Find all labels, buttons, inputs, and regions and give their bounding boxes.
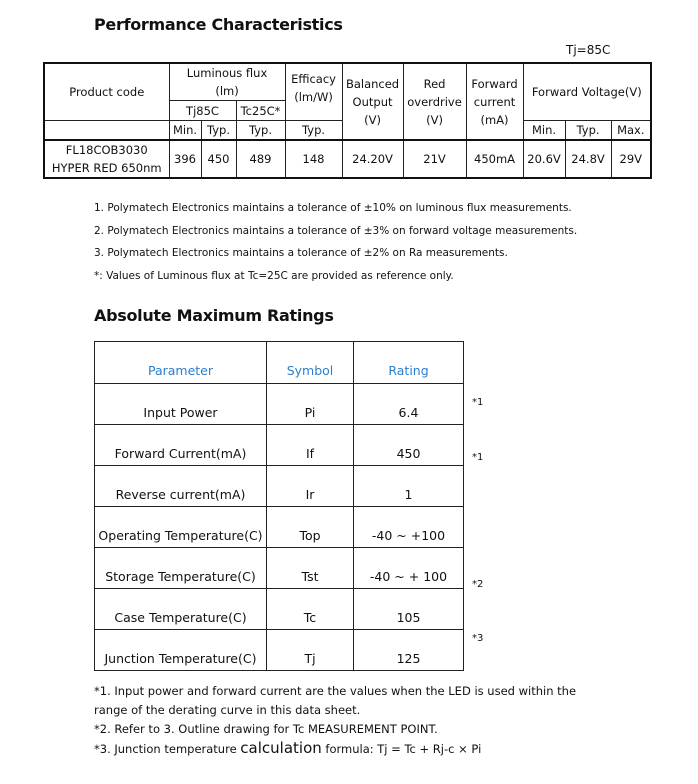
table-row — [95, 507, 464, 548]
symbol: Pi — [267, 384, 354, 425]
header-vf-max: Max. — [611, 121, 651, 141]
footnote-mark: *2 — [472, 579, 484, 590]
note: 2. Polymatech Electronics maintains a tolerance of ±3% on forward voltage measurements. — [94, 224, 578, 237]
parameter: Forward Current(mA) — [95, 425, 267, 466]
efficacy: 148 — [285, 140, 342, 178]
header-flux-typ: Typ. — [201, 121, 236, 141]
note: 1. Polymatech Electronics maintains a tolerance of ±10% on luminous flux measurements. — [94, 202, 572, 214]
red-overdrive: 21V — [403, 140, 466, 178]
header-luminous-flux: Luminous flux (lm) — [169, 63, 285, 101]
rating: 1 — [354, 466, 464, 507]
amr-title: Absolute Maximum Ratings — [94, 306, 334, 325]
flux-typ: 450 — [201, 140, 236, 178]
parameter: Input Power — [95, 384, 267, 425]
header-parameter: Parameter — [95, 342, 267, 384]
rating: -40 ~ +100 — [354, 507, 464, 548]
vf-min: 20.6V — [523, 140, 565, 178]
vf-typ: 24.8V — [565, 140, 611, 178]
header-efficacy-typ: Typ. — [285, 121, 342, 141]
parameter: Operating Temperature(C) — [95, 507, 267, 548]
footnote-3: *3. Junction temperature calculation formula: Tj = Tc + Rj-c × Pi — [94, 739, 482, 757]
rating: -40 ~ + 100 — [354, 548, 464, 589]
forward-current: 450mA — [466, 140, 523, 178]
rating: 6.4 — [354, 384, 464, 425]
table-row — [95, 548, 464, 589]
amr-footnotes — [94, 682, 584, 759]
symbol: Top — [267, 507, 354, 548]
footnote-1: *1. Input power and forward current are the values when the LED is used within the range of the derating curve in this data sheet. — [94, 684, 577, 717]
flux-min: 396 — [169, 140, 201, 178]
header-vf-min: Min. — [523, 121, 565, 141]
header-tc25-typ: Typ. — [236, 121, 285, 141]
header-vf-typ: Typ. — [565, 121, 611, 141]
header-flux-min: Min. — [169, 121, 201, 141]
rating: 450 — [354, 425, 464, 466]
absolute-max-ratings-table — [94, 341, 464, 671]
rating: 105 — [354, 589, 464, 630]
tolerance-notes — [94, 197, 577, 287]
table-row — [95, 589, 464, 630]
footnote-2: *2. Refer to 3. Outline drawing for Tc MEASUREMENT POINT. — [94, 722, 438, 736]
header-product-code: Product code — [44, 63, 169, 121]
condition-label: Tj=85C — [566, 43, 611, 57]
header-forward-current: Forward current (mA) — [466, 63, 523, 140]
note: 3. Polymatech Electronics maintains a tolerance of ±2% on Ra measurements. — [94, 247, 508, 259]
header-blank — [44, 121, 169, 141]
header-tc25c: Tc25C* — [236, 101, 285, 121]
header-red-overdrive: Red overdrive (V) — [403, 63, 466, 140]
symbol: Ir — [267, 466, 354, 507]
table-row — [44, 140, 651, 178]
table-row — [95, 630, 464, 671]
symbol: Tc — [267, 589, 354, 630]
footnote-mark: *3 — [472, 633, 484, 644]
symbol: Tst — [267, 548, 354, 589]
note: *: Values of Luminous flux at Tc=25C are provided as reference only. — [94, 269, 454, 282]
parameter: Case Temperature(C) — [95, 589, 267, 630]
parameter: Storage Temperature(C) — [95, 548, 267, 589]
balanced-output: 24.20V — [342, 140, 403, 178]
parameter: Reverse current(mA) — [95, 466, 267, 507]
table-row — [95, 384, 464, 425]
table-row — [95, 466, 464, 507]
header-balanced-output: Balanced Output (V) — [342, 63, 403, 140]
rating: 125 — [354, 630, 464, 671]
header-rating: Rating — [354, 342, 464, 384]
header-efficacy: Efficacy (lm/W) — [285, 63, 342, 121]
footnote-mark: *1 — [472, 397, 484, 408]
parameter: Junction Temperature(C) — [95, 630, 267, 671]
symbol: If — [267, 425, 354, 466]
performance-table — [43, 62, 652, 179]
footnote-mark: *1 — [472, 452, 484, 463]
symbol: Tj — [267, 630, 354, 671]
performance-title: Performance Characteristics — [94, 15, 343, 34]
header-tj85c: Tj85C — [169, 101, 236, 121]
flux-tc25-typ: 489 — [236, 140, 285, 178]
table-row — [95, 425, 464, 466]
product-code: FL18COB3030 HYPER RED 650nm — [44, 140, 169, 178]
header-symbol: Symbol — [267, 342, 354, 384]
vf-max: 29V — [611, 140, 651, 178]
header-forward-voltage: Forward Voltage(V) — [523, 63, 651, 121]
